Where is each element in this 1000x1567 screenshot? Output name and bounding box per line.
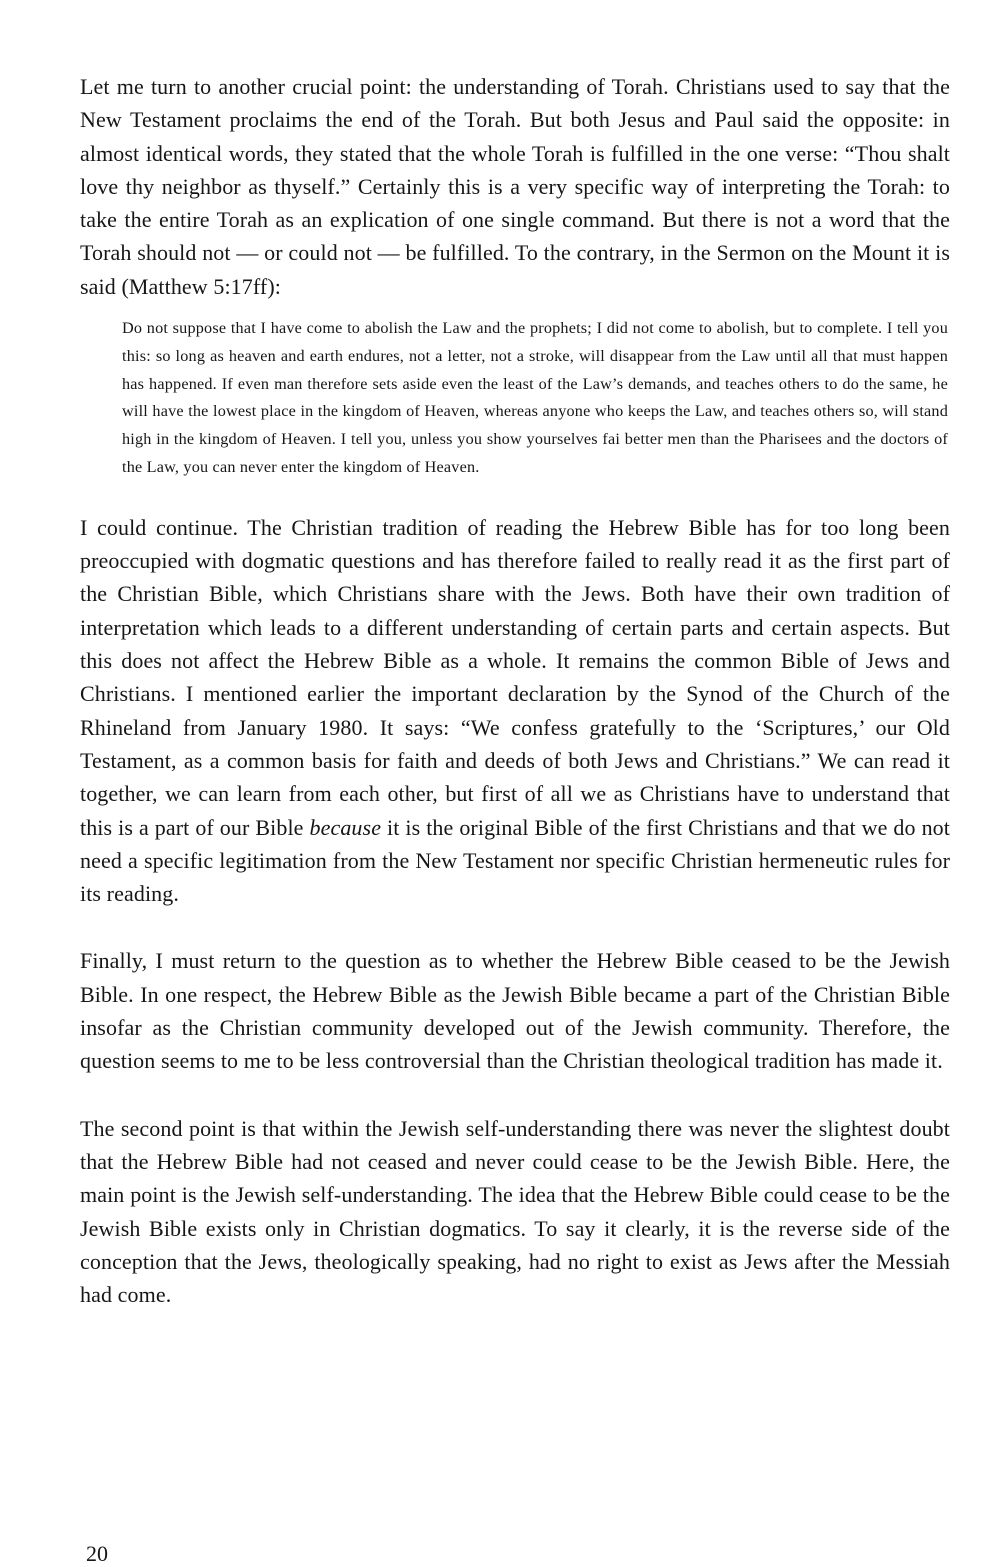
page-body	[80, 70, 950, 1311]
paragraph-hebrew-bible-question: Finally, I must return to the question as to whether the Hebrew Bible ceased to be the Jewish Bible. In one respect, the Hebrew Bible as the Jewish Bible became a part of the Christian Bible insofar as the Christian community developed out of the Jewish community. Therefore, the question seems to me to be less controversial than the Christian theological tradition has made it.	[80, 948, 950, 1074]
emphasis-because: because	[309, 814, 382, 840]
page-number: 20	[86, 1541, 108, 1566]
paragraph-torah-fulfillment: Let me turn to another crucial point: the understanding of Torah. Christians used to say that the New Testament proclaims the end of the Torah. But both Jesus and Paul said the opposite: in almost identical words, they stated that the whole Torah is fulfilled in the one verse: “Thou shalt love thy neighbor as thyself.” Certainly this is a very specific way of interpreting the Torah: to take the entire Torah as an explication of one single command. But there is not a word that the Torah should not — or could not — be fulfilled. To the contrary, in the Sermon on the Mount it is said (Matthew 5:17ff):	[80, 74, 950, 299]
paragraph-text-after-emphasis: it is the original Bible of the first Christians and that we do not need a specific legitimation from the New Testament nor specific Christian hermeneutic rules for its reading.	[80, 814, 950, 907]
paragraph-text-before-emphasis: I could continue. The Christian tradition of reading the Hebrew Bible has for too long been preoccupied with dogmatic questions and has therefore failed to really read it as the first part of the Christian Bible, which Christians share with the Jews. Both have their own tradition of interpretation which leads to a different understanding of certain parts and certain aspects. But this does not affect the Hebrew Bible as a whole. It remains the common Bible of Jews and Christians. I mentioned earlier the important declaration by the Synod of the Church of the Rhineland from January 1980. It says: “We confess gratefully to the ‘Scriptures,’ our Old Testament, as a common basis for faith and deeds of both Jews and Christians.” We can read it together, we can learn from each other, but first of all we as Christians have to understand that this is a part of our Bible	[80, 514, 950, 840]
paragraph-christian-tradition	[80, 511, 950, 911]
paragraph-jewish-self-understanding: The second point is that within the Jewish self-understanding there was never the slightest doubt that the Hebrew Bible had not ceased and never could cease to be the Jewish Bible. Here, the main point is the Jewish self-understanding. The idea that the Hebrew Bible could cease to be the Jewish Bible exists only in Christian dogmatics. To say it clearly, it is the reverse side of the conception that the Jews, theologically speaking, had no right to exist as Jews after the Messiah had come.	[80, 1115, 950, 1308]
block-quote-matthew: Do not suppose that I have come to abolish the Law and the prophets; I did not come to abolish, but to complete. I tell you this: so long as heaven and earth endures, not a letter, not a stroke, will disappear from the Law until all that must happen has happened. If even man therefore sets aside even the least of the Law’s demands, and teaches others to do the same, he will have the lowest place in the kingdom of Heaven, whereas anyone who keeps the Law, and teaches others so, will stand high in the kingdom of Heaven. I tell you, unless you show yourselves fai better men than the Pharisees and the doctors of the Law, you can never enter the kingdom of Heaven.	[122, 319, 948, 477]
